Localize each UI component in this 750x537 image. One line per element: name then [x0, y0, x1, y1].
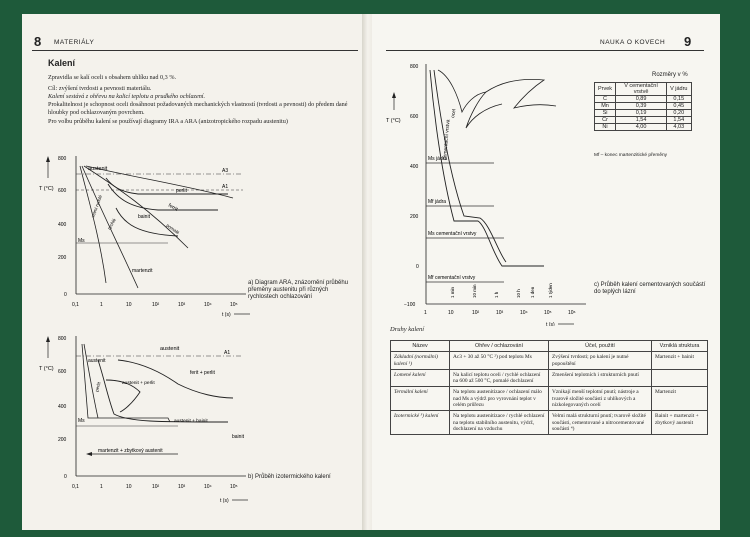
col-header: Vzniklá struktura [652, 341, 708, 352]
y-axis-label: T (°C) [386, 118, 401, 124]
x-axis-label: t (s) [546, 322, 555, 326]
ira-diagram [28, 318, 258, 510]
running-head: MATERIÁLY [54, 39, 95, 46]
y-tick: −100 [404, 302, 416, 308]
label-ms-cement: Ms cementační vrstvy [428, 231, 477, 237]
x-tick: 10² [472, 310, 480, 316]
table-row: Termální kalení Na teplotu austenitizace / ochlazení málo nad Ms a výdrž pro vyrovnání teplot v celém průřezu Vznikají menší teplotní pnutí; nástroje a tvarově složité součásti z uhlíkových a nízkolegovaných ocelí Martenzit [391, 387, 708, 411]
time-mark: 1 týden [548, 283, 553, 298]
x-tick: 10⁴ [520, 310, 528, 316]
label-martenzit-zbytkovy: martenzit + zbytkový austenit [98, 448, 163, 454]
paragraph: Pro volbu průběhu kalení se používají diagramy IRA a ARA (anizotropického rozpadu austenitu) [48, 118, 288, 125]
time-mark: 10 min [472, 284, 477, 298]
paragraph: Cíl: zvýšení tvrdosti a pevnosti materiálu. [48, 85, 152, 92]
x-tick: 10 [126, 302, 132, 308]
right-page [372, 14, 720, 530]
types-table [390, 340, 708, 435]
y-axis-label: T (°C) [39, 366, 54, 372]
label-ocel: ocel [451, 108, 458, 119]
page-number: 9 [684, 34, 692, 49]
composition-table [594, 82, 692, 131]
y-tick: 400 [410, 164, 419, 170]
label-a3: A3 [222, 168, 229, 174]
y-tick: 200 [58, 255, 67, 261]
ara-diagram [28, 138, 258, 318]
y-tick: 600 [410, 114, 419, 120]
x-axis-label: t (s) [220, 498, 229, 504]
x-tick: 0,1 [72, 302, 79, 308]
types-heading: Druhy kalení [390, 326, 425, 333]
y-tick: 400 [58, 222, 67, 228]
section-heading: Kalení [48, 58, 76, 68]
label-ms: Ms [78, 238, 85, 244]
y-axis-label: T (°C) [39, 186, 54, 192]
table-title: Rozměry v % [652, 72, 688, 78]
label-austenit-perlit: austenit + perlit [122, 381, 155, 386]
table-row: Ni 4,00 4,03 [595, 124, 692, 131]
table-row: C 0,89 0,15 [595, 96, 692, 103]
page-number: 8 [34, 34, 42, 49]
y-tick: 800 [410, 64, 419, 70]
time-mark: 1 den [530, 286, 535, 298]
label-mf-jadra: Mf jádra [428, 199, 447, 205]
x-tick: 1 [424, 310, 427, 316]
label-perlit: perlit [94, 381, 102, 393]
table-note: Mf – konec martenzitické přeměny [594, 153, 668, 158]
col-header: Ohřev / ochlazování [450, 341, 549, 352]
col-header: V jádru [667, 83, 691, 96]
y-tick: 400 [58, 404, 67, 410]
time-mark: 1 min [450, 286, 455, 298]
label-cementacni-vrstva: cementační vrstva [442, 119, 452, 161]
x-tick: 10⁴ [204, 302, 212, 308]
time-mark: 10 h [516, 289, 521, 298]
label-martenzit: martenzit [132, 268, 153, 274]
x-tick: 0,1 [72, 484, 79, 490]
label-perlit: perlit [176, 188, 187, 194]
table-row: Základní (normální) kalení ¹) Ac3 + 30 až 50 °C ²) pod teplotu Ms Zvýšení tvrdosti; po kalení je nutné popouštění Martenzit + bainit [391, 352, 708, 370]
running-head: NAUKA O KOVECH [600, 39, 666, 46]
x-tick: 10³ [496, 310, 504, 316]
x-axis-label: t (s) [222, 312, 231, 318]
label-bainit: bainit [138, 214, 150, 220]
label-ferit-perlit: ferit + perlit [190, 370, 215, 376]
y-tick: 800 [58, 156, 67, 162]
paragraph: Prokalitelnost je schopnost oceli dosáhnout požadovaných mechanických vlastností (tvrdosti a pevnosti) do předem dané hloubky pod ochlazovaným povrchem. [48, 101, 348, 116]
x-tick: 1 [100, 302, 103, 308]
table-row: Izotermické ³) kalení Na teplotu austenitizace / rychlé ochlazení na teplotu stabilního austenitu, výdrž, dochlazení na vzduchu Velmi malá strukturní pnutí; tvarově složité součásti, cementované a nitrocementované součásti ⁴) Bainit + martenzit + zbytkový austenit [391, 411, 708, 435]
label-mf-cement: Mf cementační vrstvy [428, 275, 476, 281]
label-velmi-rychle: velmi rychlé [90, 194, 104, 219]
paragraph: Kalení sestává z ohřevu na kalicí teplotu a prudkého ochlazení. [48, 93, 206, 100]
figure-caption: c) Průběh kalení cementovaných součástí do teplých lázní [594, 282, 706, 295]
header-rule [386, 50, 704, 51]
y-tick: 600 [58, 188, 67, 194]
label-rychle: rychlé [106, 217, 117, 231]
x-tick: 10² [152, 302, 160, 308]
figure-caption: b) Průběh izotermického kalení [248, 474, 331, 480]
x-tick: 10⁵ [544, 310, 552, 316]
y-tick: 200 [410, 214, 419, 220]
table-row: Si 0,19 0,20 [595, 110, 692, 117]
figure-caption: a) Diagram ARA, znázornění průběhu přeměny austenitu při různých rychlostech ochlazování [248, 280, 349, 300]
label-ms: Ms [78, 418, 85, 424]
label-a1: A1 [222, 184, 229, 190]
paragraph: Zpravidla se kalí oceli s obsahem uhlíku nad 0,3 %. [48, 74, 177, 81]
col-header: Účel, použití [549, 341, 652, 352]
col-header: V cementační vrstvě [616, 83, 667, 96]
y-tick: 0 [64, 474, 67, 480]
label-austenit: austenit [88, 166, 108, 172]
label-a1: A1 [224, 350, 231, 356]
label-bainit: bainit [232, 434, 244, 440]
table-row: Lomené kalení Na kalicí teplotu oceli / rychlé ochlazení na 600 až 500 °C, pomalé dochlazení Zmenšení teplotních i strukturních pnutí [391, 369, 708, 387]
label-pomale: pomalé [165, 222, 181, 236]
label-austenit: austenit [160, 346, 180, 352]
x-tick: 10³ [178, 484, 186, 490]
x-tick: 10⁶ [568, 310, 576, 316]
table-row: Cr 1,54 1,54 [595, 117, 692, 124]
label-austenit-bainit: austenit + bainit [174, 419, 208, 424]
x-tick: 10⁴ [204, 484, 212, 490]
x-tick: 10³ [178, 302, 186, 308]
label-ferrit: ferrit [167, 202, 179, 213]
x-tick: 10⁵ [230, 302, 238, 308]
x-tick: 10 [126, 484, 132, 490]
left-page [22, 14, 367, 530]
cementation-diagram [374, 56, 592, 326]
x-tick: 10⁵ [230, 484, 238, 490]
label-austenit-inner: austenit [88, 358, 106, 364]
y-tick: 600 [58, 369, 67, 375]
y-tick: 0 [64, 292, 67, 298]
label-ms-jadra: Ms jádra [428, 156, 448, 162]
x-tick: 10 [448, 310, 454, 316]
time-mark: 1 h [494, 291, 499, 298]
table-row: Mn 0,39 0,45 [595, 103, 692, 110]
y-tick: 800 [58, 336, 67, 342]
x-tick: 10² [152, 484, 160, 490]
col-header: Prvek [595, 83, 616, 96]
x-tick: 1 [100, 484, 103, 490]
col-header: Název [391, 341, 450, 352]
y-tick: 200 [58, 437, 67, 443]
y-tick: 0 [416, 264, 419, 270]
header-rule [32, 50, 358, 51]
